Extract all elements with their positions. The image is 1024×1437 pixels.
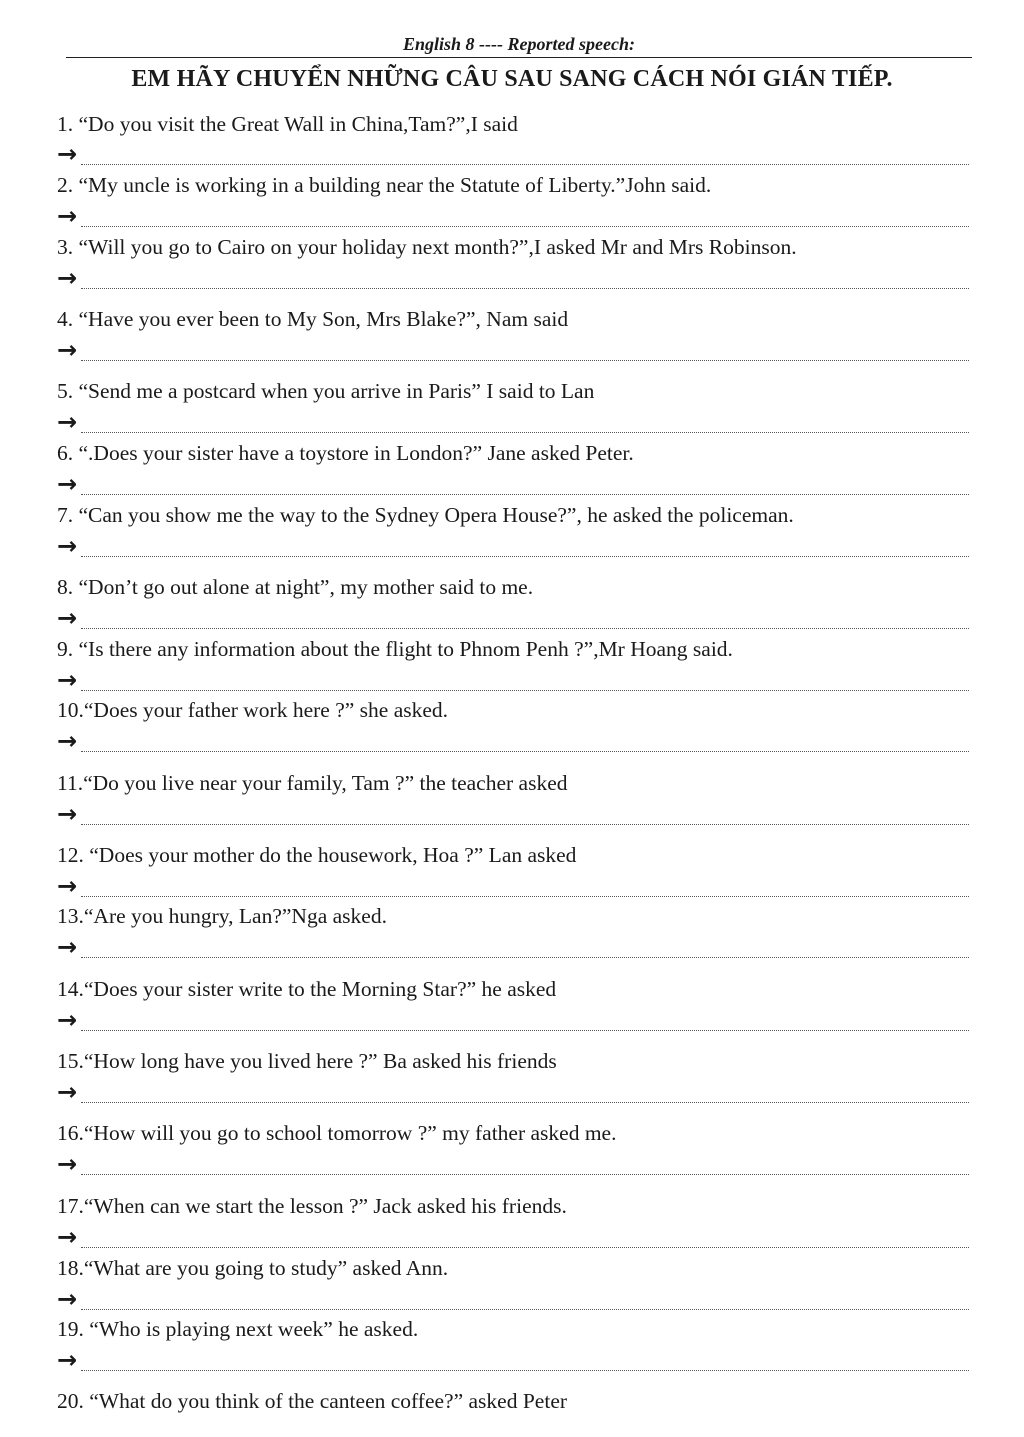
- question-12: 12. “Does your mother do the housework, Hoa ?” Lan asked: [57, 843, 577, 867]
- question-15: 15.“How long have you lived here ?” Ba asked his friends: [57, 1049, 557, 1073]
- answer-line-4[interactable]: [57, 338, 969, 364]
- answer-line-17[interactable]: [57, 1225, 969, 1251]
- answer-line-5[interactable]: [57, 410, 969, 436]
- answer-line-14[interactable]: [57, 1008, 969, 1034]
- question-6: 6. “.Does your sister have a toystore in London?” Jane asked Peter.: [57, 441, 634, 465]
- arrow-icon: →: [57, 1078, 78, 1106]
- arrow-icon: →: [57, 1223, 78, 1251]
- arrow-icon: →: [57, 604, 78, 632]
- question-3: 3. “Will you go to Cairo on your holiday next month?”,I asked Mr and Mrs Robinson.: [57, 235, 797, 259]
- arrow-icon: →: [57, 1150, 78, 1178]
- dotted-answer-blank[interactable]: [81, 360, 969, 361]
- dotted-answer-blank[interactable]: [81, 1102, 969, 1103]
- question-17: 17.“When can we start the lesson ?” Jack asked his friends.: [57, 1194, 567, 1218]
- answer-line-16[interactable]: [57, 1152, 969, 1178]
- dotted-answer-blank[interactable]: [81, 628, 969, 629]
- question-20: 20. “What do you think of the canteen coffee?” asked Peter: [57, 1389, 568, 1413]
- dotted-answer-blank[interactable]: [81, 896, 969, 897]
- question-19: 19. “Who is playing next week” he asked.: [57, 1317, 419, 1341]
- arrow-icon: →: [57, 1006, 78, 1034]
- dotted-answer-blank[interactable]: [81, 957, 969, 958]
- question-16: 16.“How will you go to school tomorrow ?” my father asked me.: [57, 1121, 617, 1145]
- answer-line-2[interactable]: [57, 204, 969, 230]
- dotted-answer-blank[interactable]: [81, 1030, 969, 1031]
- arrow-icon: →: [57, 800, 78, 828]
- arrow-icon: →: [57, 202, 78, 230]
- dotted-answer-blank[interactable]: [81, 751, 969, 752]
- arrow-icon: →: [57, 470, 78, 498]
- question-2: 2. “My uncle is working in a building near the Statute of Liberty.”John said.: [57, 173, 712, 197]
- answer-line-18[interactable]: [57, 1287, 969, 1313]
- arrow-icon: →: [57, 933, 78, 961]
- arrow-icon: →: [57, 264, 78, 292]
- arrow-icon: →: [57, 140, 78, 168]
- question-9: 9. “Is there any information about the flight to Phnom Penh ?”,Mr Hoang said.: [57, 637, 733, 661]
- exercise-title: EM HÃY CHUYỂN NHỮNG CÂU SAU SANG CÁCH NÓI GIÁN TIẾP.: [131, 66, 893, 92]
- dotted-answer-blank[interactable]: [81, 690, 969, 691]
- dotted-answer-blank[interactable]: [81, 1309, 969, 1310]
- arrow-icon: →: [57, 408, 78, 436]
- dotted-answer-blank[interactable]: [81, 824, 969, 825]
- answer-line-12[interactable]: [57, 874, 969, 900]
- question-4: 4. “Have you ever been to My Son, Mrs Blake?”, Nam said: [57, 307, 569, 331]
- answer-line-19[interactable]: [57, 1348, 969, 1374]
- arrow-icon: →: [57, 666, 78, 694]
- dotted-answer-blank[interactable]: [81, 1247, 969, 1248]
- answer-line-1[interactable]: [57, 142, 969, 168]
- arrow-icon: →: [57, 1346, 78, 1374]
- question-11: 11.“Do you live near your family, Tam ?” the teacher asked: [57, 771, 568, 795]
- dotted-answer-blank[interactable]: [81, 226, 969, 227]
- answer-line-3[interactable]: [57, 266, 969, 292]
- answer-line-10[interactable]: [57, 729, 969, 755]
- question-18: 18.“What are you going to study” asked Ann.: [57, 1256, 449, 1280]
- arrow-icon: →: [57, 336, 78, 364]
- answer-line-9[interactable]: [57, 668, 969, 694]
- dotted-answer-blank[interactable]: [81, 432, 969, 433]
- dotted-answer-blank[interactable]: [81, 1174, 969, 1175]
- arrow-icon: →: [57, 1285, 78, 1313]
- arrow-icon: →: [57, 532, 78, 560]
- answer-line-15[interactable]: [57, 1080, 969, 1106]
- question-13: 13.“Are you hungry, Lan?”Nga asked.: [57, 904, 387, 928]
- dotted-answer-blank[interactable]: [81, 1370, 969, 1371]
- dotted-answer-blank[interactable]: [81, 494, 969, 495]
- dotted-answer-blank[interactable]: [81, 556, 969, 557]
- question-1: 1. “Do you visit the Great Wall in China,Tam?”,I said: [57, 112, 518, 136]
- answer-line-11[interactable]: [57, 802, 969, 828]
- dotted-answer-blank[interactable]: [81, 288, 969, 289]
- question-10: 10.“Does your father work here ?” she asked.: [57, 698, 449, 722]
- answer-line-13[interactable]: [57, 935, 969, 961]
- question-5: 5. “Send me a postcard when you arrive in Paris” I said to Lan: [57, 379, 595, 403]
- page-header: English 8 ---- Reported speech:: [66, 34, 972, 58]
- question-14: 14.“Does your sister write to the Morning Star?” he asked: [57, 977, 557, 1001]
- question-7: 7. “Can you show me the way to the Sydney Opera House?”, he asked the policeman.: [57, 503, 794, 527]
- answer-line-8[interactable]: [57, 606, 969, 632]
- arrow-icon: →: [57, 872, 78, 900]
- arrow-icon: →: [57, 727, 78, 755]
- answer-line-7[interactable]: [57, 534, 969, 560]
- dotted-answer-blank[interactable]: [81, 164, 969, 165]
- answer-line-6[interactable]: [57, 472, 969, 498]
- question-8: 8. “Don’t go out alone at night”, my mother said to me.: [57, 575, 534, 599]
